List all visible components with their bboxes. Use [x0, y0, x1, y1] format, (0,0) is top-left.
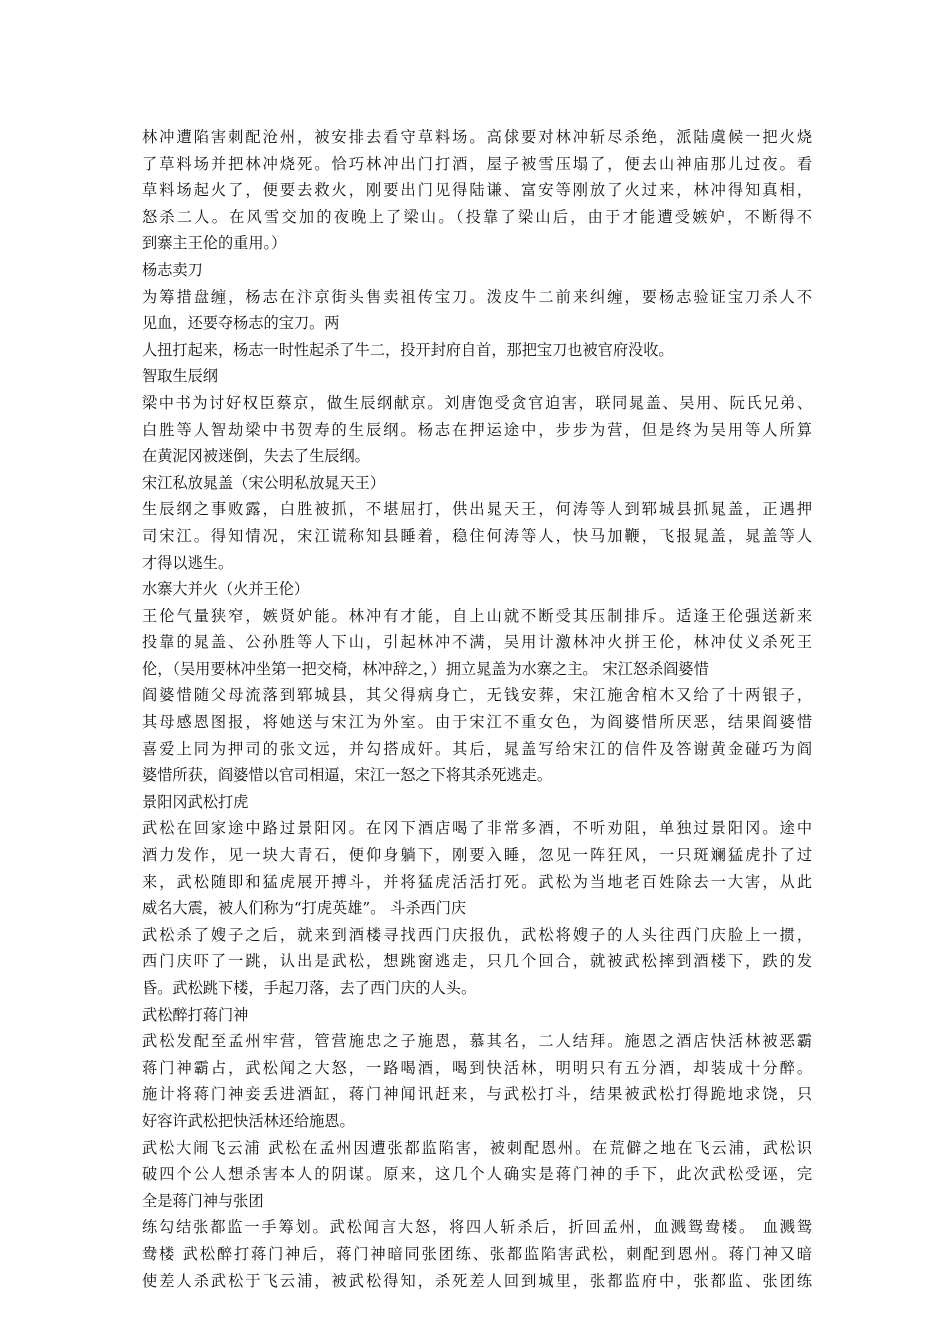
text-line: 梁中书为讨好权臣蔡京，做生辰纲献京。刘唐饱受贪官迫害，联同晁盖、吴用、阮氏兄弟、	[142, 393, 812, 412]
text-line: 生辰纲之事败露，白胜被抓，不堪屈打，供出晁天王，何涛等人到郓城县抓晁盖，正遇押	[142, 500, 812, 519]
text-line: 西门庆吓了一跳，认出是武松，想跳窗逃走，只几个回合，就被武松摔到酒楼下，跌的发	[142, 952, 812, 971]
text-line: 威名大震，被人们称为“打虎英雄”。 斗杀西门庆	[142, 899, 467, 918]
text-line: 草料场起火了，便要去救火，刚要出门见得陆谦、富安等刚放了火过来，林冲得知真相，	[142, 181, 812, 200]
text-line: 白胜等人智劫梁中书贺寿的生辰纲。杨志在押运途中，步步为营，但是终为吴用等人所算	[142, 420, 812, 439]
section-heading: 武松醉打蒋门神	[142, 1005, 249, 1024]
section-heading: 智取生辰纲	[142, 367, 218, 386]
document-body	[142, 124, 812, 1294]
text-line: 投靠的晁盖、公孙胜等人下山，引起林冲不满，吴用计激林冲火拼王伦，林冲仗义杀死王	[142, 633, 812, 652]
text-line: 昏。武松跳下楼，手起刀落，去了西门庆的人头。	[142, 979, 477, 997]
text-line: 怒杀二人。在风雪交加的夜晚上了梁山。（投靠了梁山后，由于才能遭受嫉妒，不断得不	[142, 207, 812, 226]
text-line: 施计将蒋门神妾丢进酒缸，蒋门神闻讯赶来，与武松打斗，结果被武松打得跪地求饶，只	[142, 1085, 812, 1104]
text-line: 鸯楼 武松醉打蒋门神后，蒋门神暗同张团练、张都监陷害武松，刺配到恩州。蒋门神又暗	[142, 1244, 812, 1263]
text-line: 全是蒋门神与张团	[142, 1191, 264, 1210]
text-line: 才得以逃生。	[142, 553, 234, 572]
text-line: 好容许武松把快活林还给施恩。	[142, 1111, 355, 1130]
text-line: 在黄泥冈被迷倒，失去了生辰纲。	[142, 447, 370, 466]
text-line: 为筹措盘缠，杨志在汴京街头售卖祖传宝刀。泼皮牛二前来纠缠，要杨志验证宝刀杀人不	[142, 287, 812, 306]
text-line: 使差人杀武松于飞云浦，被武松得知，杀死差人回到城里，张都监府中，张都监、张团练	[142, 1271, 812, 1290]
text-line: 来，武松随即和猛虎展开搏斗，并将猛虎活活打死。武松为当地老百姓除去一大害，从此	[142, 872, 812, 891]
text-line: 酒力发作，见一块大青石，便仰身躺下，刚要入睡，忽见一阵狂风，一只斑斓猛虎扑了过	[142, 846, 812, 865]
text-line: 练勾结张都监一手筹划。武松闻言大怒，将四人斩杀后，折回孟州，血溅鸳鸯楼。 血溅鸳	[142, 1218, 812, 1237]
text-line: 喜爱上同为押司的张文远，并勾搭成奸。其后，晁盖写给宋江的信件及答谢黄金碰巧为阎	[142, 739, 812, 758]
text-line: 王伦气量狭窄，嫉贤妒能。林冲有才能，自上山就不断受其压制排斥。适逢王伦强送新来	[142, 606, 812, 625]
text-line: 阎婆惜随父母流落到郓城县，其父得病身亡，无钱安葬，宋江施舍棺木又给了十两银子，	[142, 686, 812, 705]
section-heading: 宋江私放晁盖（宋公明私放晁天王）	[142, 473, 385, 492]
section-heading: 杨志卖刀	[142, 260, 203, 279]
section-heading: 水寨大并火（火并王伦）	[142, 580, 310, 599]
text-line: 见血，还要夺杨志的宝刀。两	[142, 314, 340, 333]
text-line: 人扭打起来，杨志一时性起杀了牛二，投开封府自首，那把宝刀也被官府没收。	[142, 340, 674, 359]
text-line: 到寨主王伦的重用。）	[142, 234, 287, 253]
text-line: 了草料场并把林冲烧死。恰巧林冲出门打酒，屋子被雪压塌了，便去山神庙那儿过夜。看	[142, 154, 812, 173]
text-line: 林冲遭陷害刺配沧州，被安排去看守草料场。高俅要对林冲斩尽杀绝，派陆虞候一把火烧	[142, 128, 812, 146]
text-line: 破四个公人想杀害本人的阴谋。原来，这几个人确实是蒋门神的手下，此次武松受诬，完	[142, 1165, 812, 1184]
text-line: 武松杀了嫂子之后，就来到酒楼寻找西门庆报仇，武松将嫂子的人头往西门庆脸上一掼，	[142, 925, 812, 944]
text-line: 伦，（吴用要林冲坐第一把交椅，林冲辞之，）拥立晁盖为水寨之主。 宋江怒杀阎婆惜	[142, 659, 709, 678]
text-line: 蒋门神霸占，武松闻之大怒，一路喝酒，喝到快活林，明明只有五分酒，却装成十分醉。	[142, 1058, 812, 1077]
section-heading: 景阳冈武松打虎	[142, 792, 249, 811]
text-line: 其母感恩图报，将她送与宋江为外室。由于宋江不重女色，为阎婆惜所厌恶，结果阎婆惜	[142, 713, 812, 732]
text-line: 司宋江。得知情况，宋江谎称知县睡着，稳住何涛等人，快马加鞭，飞报晁盖，晁盖等人	[142, 526, 812, 545]
text-line: 婆惜所获，阎婆惜以官司相逼，宋江一怒之下将其杀死逃走。	[142, 766, 553, 785]
text-line: 武松大闹飞云浦 武松在孟州因遭张都监陷害，被刺配恩州。在荒僻之地在飞云浦，武松识	[142, 1138, 812, 1157]
text-line: 武松在回家途中路过景阳冈。在冈下酒店喝了非常多酒，不听劝阻，单独过景阳冈。途中	[142, 819, 812, 838]
text-line: 武松发配至孟州牢营，管营施忠之子施恩，慕其名，二人结拜。施恩之酒店快活林被恶霸	[142, 1032, 812, 1051]
